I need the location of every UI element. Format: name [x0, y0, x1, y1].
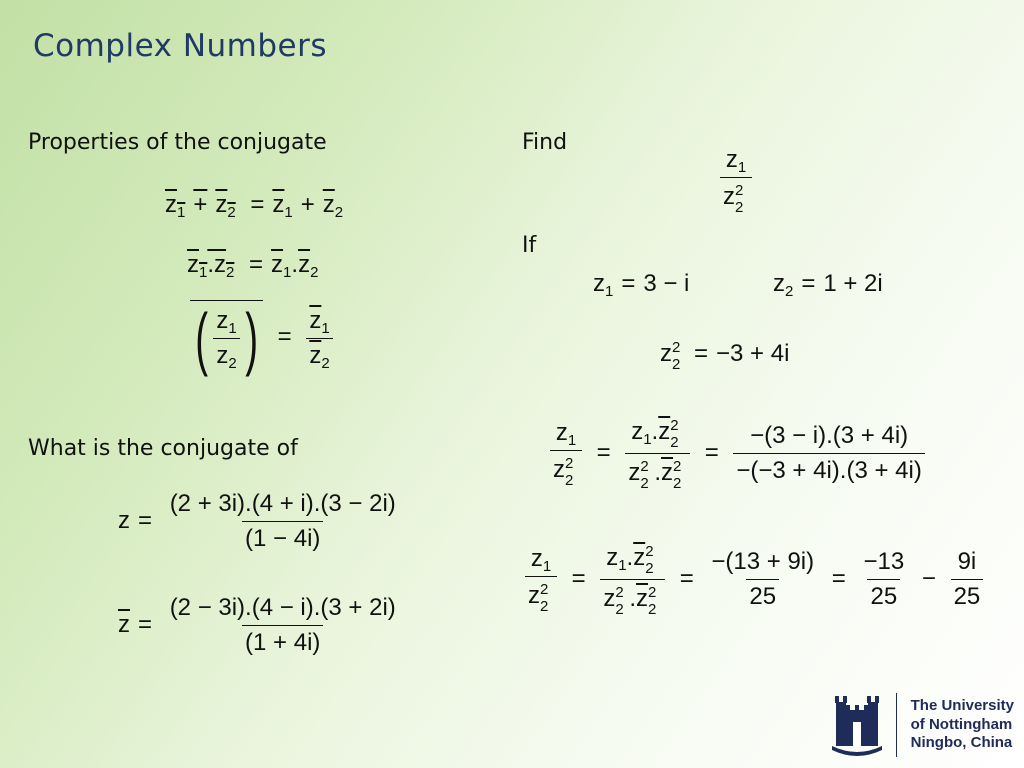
- conjugate-product-property: $z_1.z_2 = \overline{z}_1.\overline{z}_2$: [187, 251, 319, 281]
- z2-squared-definition: z 2 2 = −3 + 4i: [660, 339, 790, 373]
- if-label: If: [522, 233, 537, 258]
- solution-step-1: $z_1$ z 2 2 = $z_1.\overline{z}$ 2 2 z 2 2 $.\overline{z}$ 2 2 = $\frac{-(3 - i).(3 + 4i)}{-(-3 + 4i).(3 + 4i)}$: [550, 418, 925, 489]
- conjugate-question: What is the conjugate of: [28, 436, 298, 461]
- find-expression: $z_1$ z 2 2: [720, 148, 752, 213]
- slide-title: Complex Numbers: [33, 28, 328, 64]
- z-denominator: (1 − 4i): [242, 521, 323, 551]
- result-real-denominator: 25: [867, 579, 900, 609]
- z2-squared-value: −3 + 4i: [716, 340, 790, 367]
- step1-denominator: −(−3 + 4i).(3 + 4i): [733, 453, 924, 483]
- university-logo: [832, 690, 1014, 760]
- conjugate-quotient-property: ( $\frac{z_1}{z_2}$ ) = $\frac{\overline{z}_1}{\overline{z}_2}$: [190, 300, 333, 373]
- castle-crest-icon: [832, 692, 882, 758]
- z2-value: 1 + 2i: [823, 270, 883, 297]
- zbar-numerator: (2 − 3i).(4 − i).(3 + 2i): [169, 594, 396, 621]
- z-expression: z = $\frac{(2 + 3i).(4 + i).(3 - 2i)}{(1 - 4i)}$: [118, 492, 399, 551]
- step1-numerator: −(3 − i).(3 + 4i): [750, 422, 909, 449]
- step2-numerator: −(13 + 9i): [711, 548, 815, 575]
- z1-definition: $z_1 = 3 - i$: [593, 270, 690, 300]
- step2-denominator: 25: [746, 579, 779, 609]
- z1-value: 3 − i: [643, 270, 690, 297]
- logo-line-1: The University: [910, 696, 1014, 714]
- logo-line-2: of Nottingham: [910, 715, 1013, 733]
- result-imag-denominator: 25: [951, 579, 984, 609]
- result-imag-numerator: 9i: [957, 548, 977, 575]
- result-real-numerator: −13: [863, 548, 905, 575]
- logo-wordmark: [911, 697, 1014, 753]
- logo-line-3: Ningbo, China: [910, 734, 1013, 752]
- solution-step-2: $z_1$ z 2 2 = $z_1.\overline{z}$ 2 2 z 2 2 $.\overline{z}$ 2 2 = $\frac{-(13 + 9i)}{25}$ = $\frac{-13}{25}$ − $\frac{9i}{25}$: [525, 544, 983, 615]
- find-label: Find: [522, 130, 568, 155]
- zbar-denominator: (1 + 4i): [242, 625, 323, 655]
- properties-heading: Properties of the conjugate: [28, 130, 327, 155]
- logo-divider: [896, 693, 897, 757]
- z-conjugate-expression: $\overline{z}$ = $\frac{(2 - 3i).(4 - i).(3 + 2i)}{(1 + 4i)}$: [118, 596, 399, 655]
- z2-definition: $z_2 = 1 + 2i$: [773, 270, 883, 300]
- z-numerator: (2 + 3i).(4 + i).(3 − 2i): [169, 490, 396, 517]
- conjugate-sum-property: $z_1 + z_2 = \overline{z}_1 + \overline{z}_2$: [165, 191, 344, 221]
